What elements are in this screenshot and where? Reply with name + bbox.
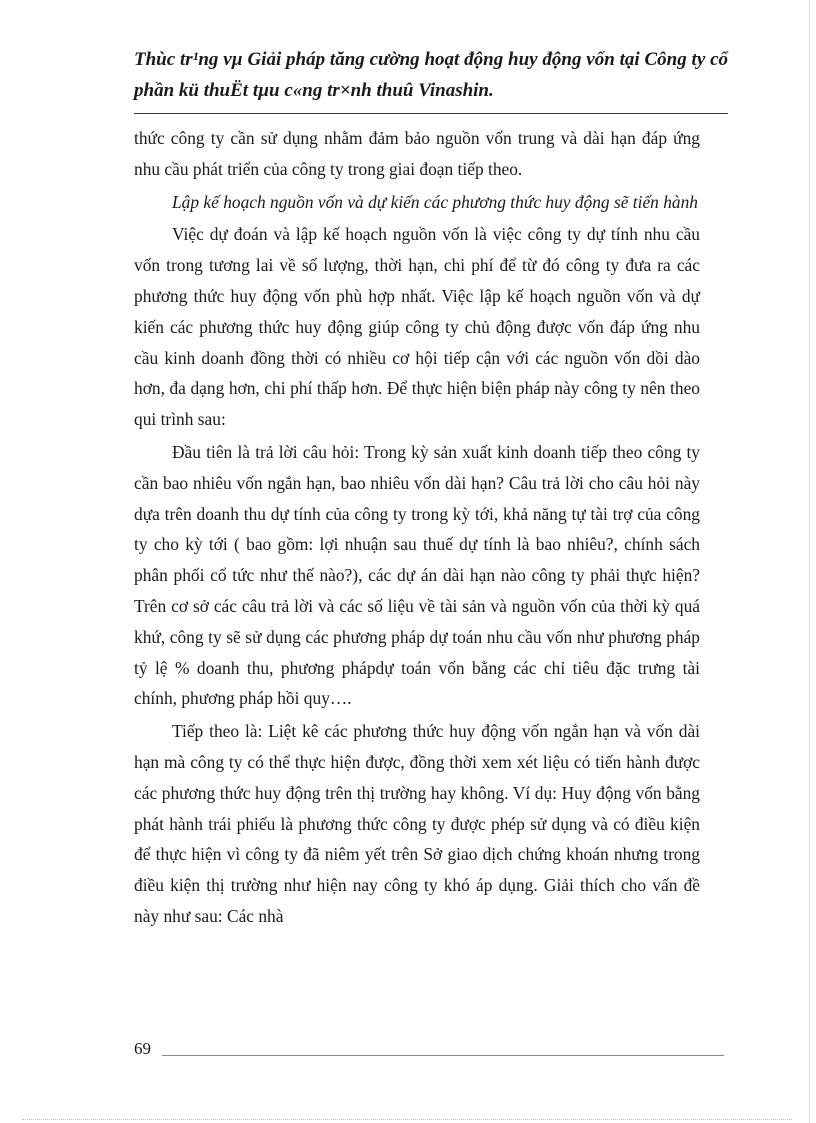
header-title: Thùc tr¹ng vµ Giải pháp tăng cường hoạt động huy động vốn tại Công ty cổ phần kü thuËt tµu c«ng tr×nh thuû Vinashin. — [134, 49, 728, 101]
footer-divider — [162, 1055, 724, 1056]
page-bottom-edge — [22, 1119, 792, 1120]
paragraph: Tiếp theo là: Liệt kê các phương thức huy động vốn ngắn hạn và vốn dài hạn mà công ty có thể thực hiện được, đồng thời xem xét liệu có tiến hành được các phương thức huy động trên thị trường hay không. Ví dụ: Huy động vốn bằng phát hành trái phiếu là phương thức công ty được phép sử dụng và có điều kiện để thực hiện vì công ty đã niêm yết trên Sở giao dịch chứng khoán nhưng trong điều kiện thị trường như hiện nay công ty khó áp dụng. Giải thích cho vấn đề này như sau: Các nhà — [134, 721, 700, 926]
paragraph: Việc dự đoán và lập kế hoạch nguồn vốn là việc công ty dự tính nhu cầu vốn trong tương lai về số lượng, thời hạn, chi phí để từ đó công ty đưa ra các phương thức huy động vốn phù hợp nhất. Việc lập kế hoạch nguồn vốn và dự kiến các phương thức huy động giúp công ty chủ động được vốn đáp ứng nhu cầu kinh doanh đồng thời có nhiều cơ hội tiếp cận với các nguồn vốn dồi dào hơn, đa dạng hơn, chi phí thấp hơn. Để thực hiện biện pháp này công ty nên theo qui trình sau: — [134, 224, 700, 430]
header-divider — [134, 113, 728, 114]
document-body — [134, 123, 700, 934]
page-header — [134, 44, 728, 106]
page-number: 69 — [134, 1039, 151, 1058]
paragraph-continuation: thức công ty cần sử dụng nhằm đảm bảo nguồn vốn trung và dài hạn đáp ứng nhu cầu phát triển của công ty trong giai đoạn tiếp theo. — [134, 128, 700, 179]
section-subheading: Lập kế hoạch nguồn vốn và dự kiến các phương thức huy động sẽ tiến hành — [172, 191, 699, 212]
paragraph: Đầu tiên là trả lời câu hỏi: Trong kỳ sản xuất kinh doanh tiếp theo công ty cần bao nhiêu vốn ngắn hạn, bao nhiêu vốn dài hạn? Câu trả lời cho câu hỏi này dựa trên doanh thu dự tính của công ty trong kỳ tới, khả năng tự tài trợ của công ty cho kỳ tới ( bao gồm: lợi nhuận sau thuế dự tính là bao nhiêu?, chính sách phân phối cổ tức như thế nào?), các dự án dài hạn nào công ty phải thực hiện? Trên cơ sở các câu trả lời và các số liệu về tài sản và nguồn vốn của thời kỳ quá khứ, công ty sẽ sử dụng các phương pháp dự toán nhu cầu vốn như phương pháp tỷ lệ % doanh thu, phương phápdự toán vốn bằng các chỉ tiêu đặc trưng tài chính, phương pháp hồi quy…. — [134, 441, 700, 709]
page-right-edge — [809, 0, 810, 1123]
page-footer — [134, 1038, 728, 1062]
